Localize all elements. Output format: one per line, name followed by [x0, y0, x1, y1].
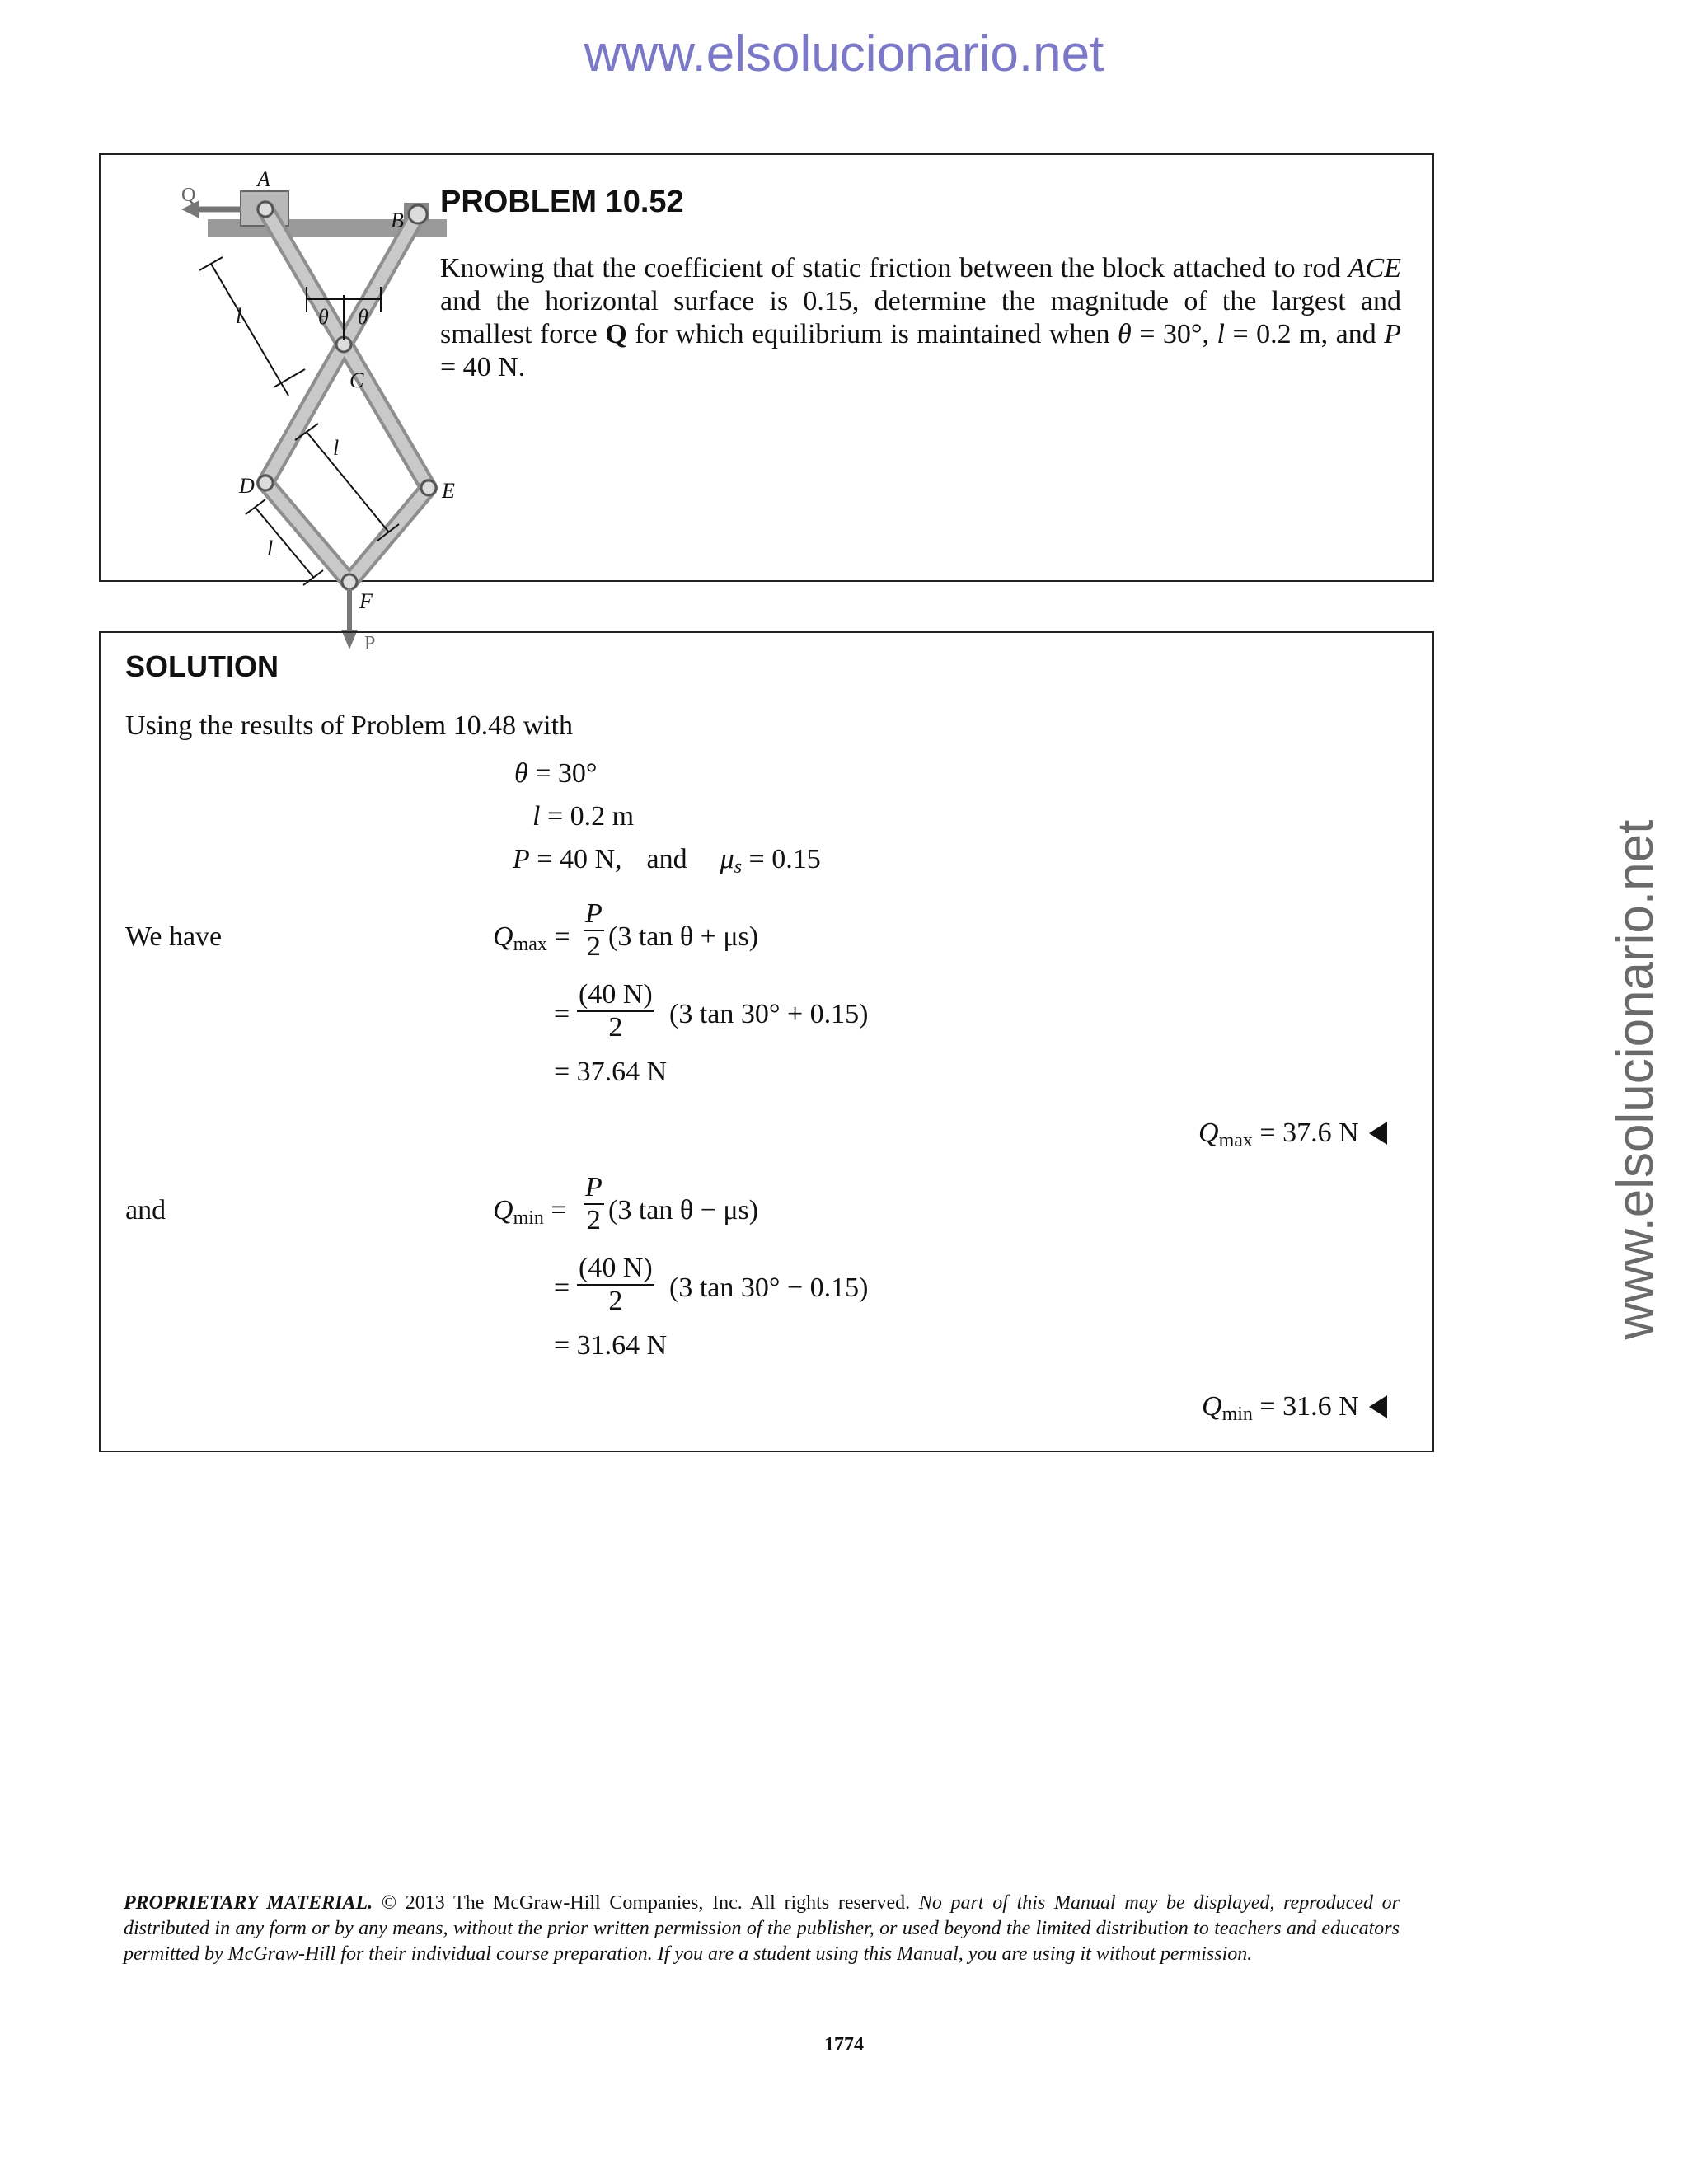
qmax-answer: $Q_{max} = 37.6$ N [1198, 1118, 1387, 1152]
problem-title: PROBLEM 10.52 [440, 185, 684, 219]
pin-a [258, 202, 273, 217]
label-theta-2: θ [358, 305, 368, 329]
pin-d [258, 476, 273, 490]
given-theta: θ = 30° [514, 758, 598, 789]
pin-e [421, 480, 436, 495]
given-p-mu: P = 40 N, and $\mu_s = 0.15$ [513, 844, 821, 878]
qmin-line2-eq: = [554, 1272, 570, 1303]
label-f: F [359, 589, 373, 613]
qmin-paren: (3 tan θ − μs) [608, 1195, 759, 1226]
answer-marker-icon [1369, 1122, 1387, 1145]
label-theta-1: θ [318, 305, 329, 329]
qmax-line2-frac: $\frac{(40 N)}{2}$ [579, 979, 653, 1043]
label-p: P [364, 633, 376, 654]
problem-statement: Knowing that the coefficient of static friction between the block attached to rod ACE and the horizontal surface is 0.15, determine the magnitude of the largest and smallest force Q for which equilibrium is maintained when θ = 30°, l = 0.2 m, and P = 40 N. [440, 253, 1401, 382]
page-number: 1774 [824, 2034, 864, 2055]
watermark-side: www.elsolucionario.net [1607, 819, 1664, 1340]
solution-title: SOLUTION [125, 649, 279, 683]
label-q: Q [181, 185, 196, 206]
qmax-paren: (3 tan θ + μs) [608, 921, 759, 952]
qmin-lhs: $Q_{min}$ = [493, 1195, 567, 1229]
qmin-frac: $\frac{P}{2}$ [585, 1172, 603, 1235]
problem-box [99, 153, 1434, 654]
label-e: E [442, 479, 455, 503]
qmax-lhs: $Q_{max}$ = [493, 921, 570, 955]
label-l-1: l [236, 304, 242, 328]
qmax-frac: $\frac{P}{2}$ [585, 898, 603, 962]
pin-b [409, 205, 427, 223]
dim-l-1 [211, 264, 288, 396]
qmin-line2-frac: $\frac{(40 N)}{2}$ [579, 1253, 653, 1316]
rod-df-face [265, 483, 349, 582]
qmin-answer: $Q_{min} = 31.6$ N [1202, 1391, 1387, 1426]
qmax-line2-paren: (3 tan 30° + 0.15) [669, 999, 869, 1029]
label-l-2: l [333, 436, 340, 460]
answer-marker-icon [1369, 1395, 1387, 1418]
rod-ef-face [349, 488, 429, 582]
qmax-line2-eq: = [554, 999, 570, 1029]
label-l-3: l [267, 537, 274, 560]
pin-f [342, 574, 357, 589]
qmin-line2-paren: (3 tan 30° − 0.15) [669, 1272, 869, 1303]
label-c: C [349, 368, 364, 392]
dim-l-2 [307, 432, 389, 532]
we-have-label: We have [125, 921, 223, 952]
solution-box [99, 631, 1434, 1452]
copyright-footer: PROPRIETARY MATERIAL. © 2013 The McGraw-Hill Companies, Inc. All rights reserved. No part of this Manual may be displayed, reproduced or distributed in any form or by any means, without the prior written permission of the publisher, or used beyond the limited distribution to teachers and educators permitted by McGraw-Hill for their individual course preparation. If you are a student using this Manual, you are using it without permission. [124, 1892, 1400, 1965]
label-d: D [239, 474, 255, 498]
qmax-result: = 37.64 N [554, 1057, 668, 1087]
label-b: B [391, 209, 404, 232]
given-l: l = 0.2 m [532, 801, 635, 832]
qmin-result: = 31.64 N [554, 1330, 668, 1361]
and-label: and [125, 1195, 166, 1226]
label-a: A [257, 167, 270, 191]
solution-intro: Using the results of Problem 10.48 with [125, 710, 574, 741]
watermark-top: www.elsolucionario.net [584, 26, 1104, 82]
